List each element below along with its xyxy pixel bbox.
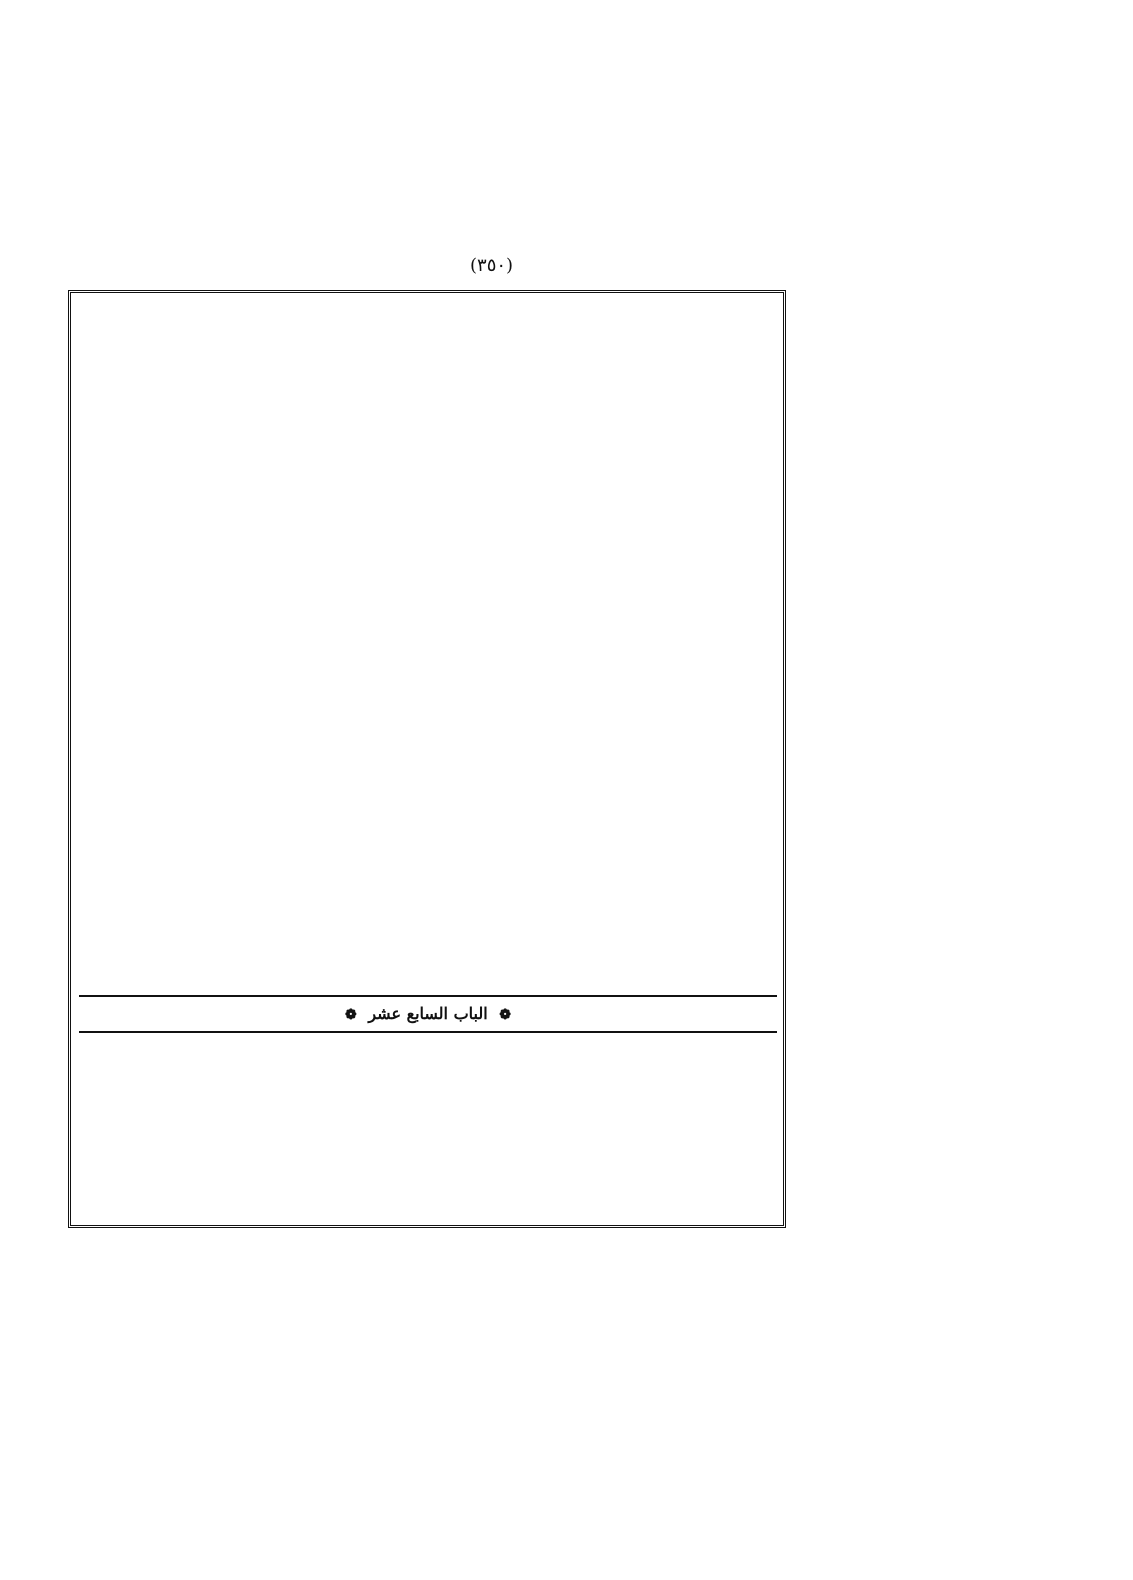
header-text-block bbox=[70, 38, 1060, 273]
main-text-block bbox=[83, 301, 773, 987]
chapter-heading: الباب السابع عشر bbox=[368, 1004, 488, 1023]
chapter-heading-bar bbox=[79, 995, 777, 1033]
footer-text-block bbox=[70, 1228, 1060, 1458]
chapter-text-block bbox=[83, 1041, 773, 1221]
ornament-icon: ❁ bbox=[345, 1007, 357, 1023]
page-number: (٣٥٠) bbox=[470, 255, 514, 276]
ornament-icon: ❁ bbox=[499, 1007, 511, 1023]
main-text-frame bbox=[68, 290, 786, 1228]
margin-commentary bbox=[792, 290, 1062, 1225]
